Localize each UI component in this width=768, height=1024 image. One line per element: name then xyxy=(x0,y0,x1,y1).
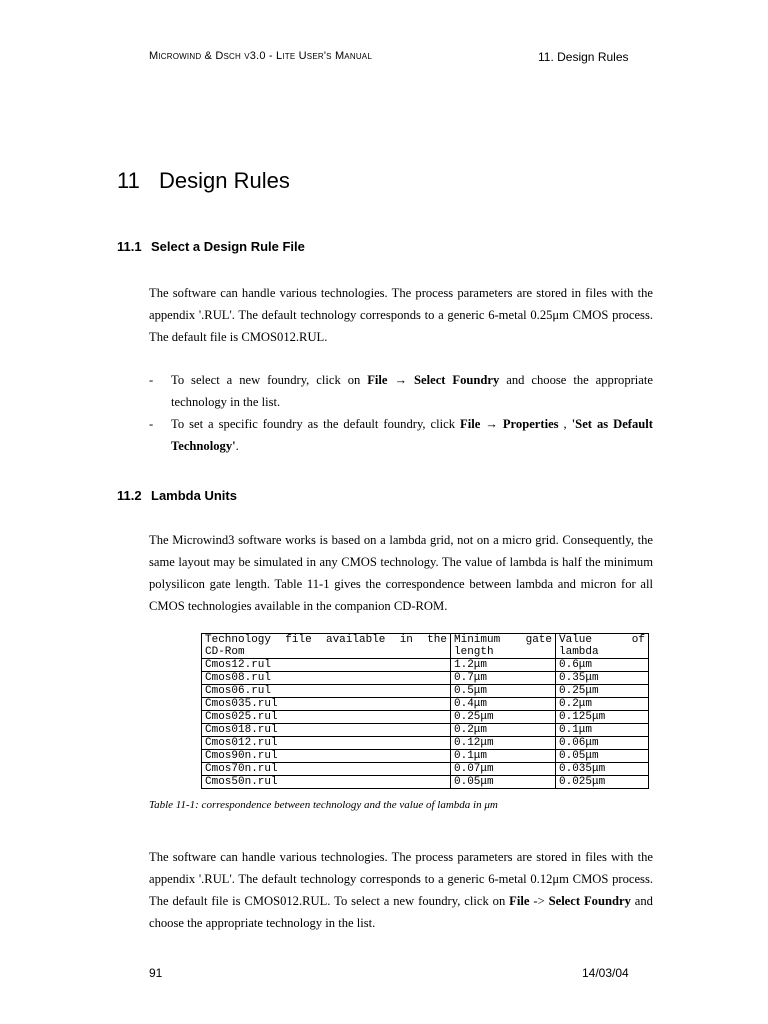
table-row xyxy=(202,776,649,789)
table-row xyxy=(202,711,649,724)
bullet-default-foundry xyxy=(149,413,653,457)
header-cell-technology: Technology file available in the CD-Rom xyxy=(202,634,451,659)
table-row xyxy=(202,659,649,672)
gate-length-cell: 0.7μm xyxy=(451,672,556,685)
technology-file-cell: Cmos70n.rul xyxy=(202,763,451,776)
lambda-value-cell: 0.35μm xyxy=(556,672,649,685)
lambda-value-cell: 0.2μm xyxy=(556,698,649,711)
technology-file-cell: Cmos012.rul xyxy=(202,737,451,750)
section-2-paragraph xyxy=(149,529,653,617)
page-number: 91 xyxy=(149,966,163,980)
bullet-text: To select a new foundry, click on File → Select Foundry and choose the appropriate technology in the list. xyxy=(171,373,653,409)
paragraph-text: The software can handle various technologies. The process parameters are stored in files with the appendix '.RUL'. The default technology corresponds to a generic 6-metal 0.12μm CMOS process. The default file is CMOS012.RUL. To select a new foundry, click on File -> Select Foundry and choose the appropriate technology in the list. xyxy=(149,850,653,930)
gate-length-cell: 0.07μm xyxy=(451,763,556,776)
lambda-value-cell: 0.05μm xyxy=(556,750,649,763)
technology-file-cell: Cmos035.rul xyxy=(202,698,451,711)
lambda-value-cell: 0.25μm xyxy=(556,685,649,698)
running-header-chapter: 11. Design Rules xyxy=(538,50,629,64)
header-cell-lambda: Value of lambda xyxy=(556,634,649,659)
technology-file-cell: Cmos90n.rul xyxy=(202,750,451,763)
technology-file-cell: Cmos018.rul xyxy=(202,724,451,737)
technology-lambda-table xyxy=(201,633,649,789)
table-row xyxy=(202,750,649,763)
technology-file-cell: Cmos12.rul xyxy=(202,659,451,672)
section-1-paragraph xyxy=(149,282,653,348)
technology-file-cell: Cmos50n.rul xyxy=(202,776,451,789)
gate-length-cell: 0.5μm xyxy=(451,685,556,698)
gate-length-cell: 0.05μm xyxy=(451,776,556,789)
table-caption: Table 11-1: correspondence between technology and the value of lambda in μm xyxy=(149,799,498,811)
section-number: 11.1 xyxy=(117,239,142,254)
gate-length-cell: 0.4μm xyxy=(451,698,556,711)
bullet-dash: - xyxy=(149,417,154,431)
table-row xyxy=(202,698,649,711)
table-header-row xyxy=(202,634,649,659)
running-header-title: Microwind & Dsch v3.0 - Lite User's Manual xyxy=(149,50,372,62)
gate-length-cell: 0.12μm xyxy=(451,737,556,750)
technology-file-cell: Cmos025.rul xyxy=(202,711,451,724)
technology-file-cell: Cmos06.rul xyxy=(202,685,451,698)
arrow-icon: → xyxy=(485,417,498,431)
arrow-icon: -> xyxy=(533,894,545,908)
table-row xyxy=(202,763,649,776)
gate-length-cell: 0.2μm xyxy=(451,724,556,737)
bullet-select-foundry xyxy=(149,369,653,413)
closing-paragraph xyxy=(149,846,653,934)
lambda-value-cell: 0.025μm xyxy=(556,776,649,789)
bullet-dash: - xyxy=(149,373,154,387)
chapter-title: Design Rules xyxy=(159,168,290,193)
gate-length-cell: 1.2μm xyxy=(451,659,556,672)
technology-file-cell: Cmos08.rul xyxy=(202,672,451,685)
section-heading-11-2 xyxy=(117,488,237,503)
section-title: Lambda Units xyxy=(151,488,237,503)
header-cell-gate-length: Minimum gate length xyxy=(451,634,556,659)
gate-length-cell: 0.25μm xyxy=(451,711,556,724)
gate-length-cell: 0.1μm xyxy=(451,750,556,763)
table-row xyxy=(202,737,649,750)
chapter-number: 11 xyxy=(117,168,140,193)
lambda-value-cell: 0.1μm xyxy=(556,724,649,737)
table-row xyxy=(202,672,649,685)
table-row xyxy=(202,724,649,737)
paragraph-text: The Microwind3 software works is based on a lambda grid, not on a micro grid. Consequently, the same layout may be simulated in any CMOS technology. The value of lambda is half the minimum polysilicon gate length. Table 11-1 gives the correspondence between lambda and micron for all CMOS technologies available in the companion CD-ROM. xyxy=(149,533,653,613)
section-title: Select a Design Rule File xyxy=(151,239,305,254)
lambda-value-cell: 0.035μm xyxy=(556,763,649,776)
footer-date: 14/03/04 xyxy=(582,966,629,980)
table-row xyxy=(202,685,649,698)
chapter-heading xyxy=(117,168,290,194)
lambda-value-cell: 0.6μm xyxy=(556,659,649,672)
section-number: 11.2 xyxy=(117,488,142,503)
lambda-value-cell: 0.125μm xyxy=(556,711,649,724)
arrow-icon: → xyxy=(394,373,408,387)
section-heading-11-1 xyxy=(117,239,305,254)
lambda-value-cell: 0.06μm xyxy=(556,737,649,750)
bullet-text: To set a specific foundry as the default foundry, click File → Properties , 'Set as Default Technology'. xyxy=(171,417,653,453)
paragraph-text: The software can handle various technologies. The process parameters are stored in files with the appendix '.RUL'. The default technology corresponds to a generic 6-metal 0.25μm CMOS process. The default file is CMOS012.RUL. xyxy=(149,286,653,344)
